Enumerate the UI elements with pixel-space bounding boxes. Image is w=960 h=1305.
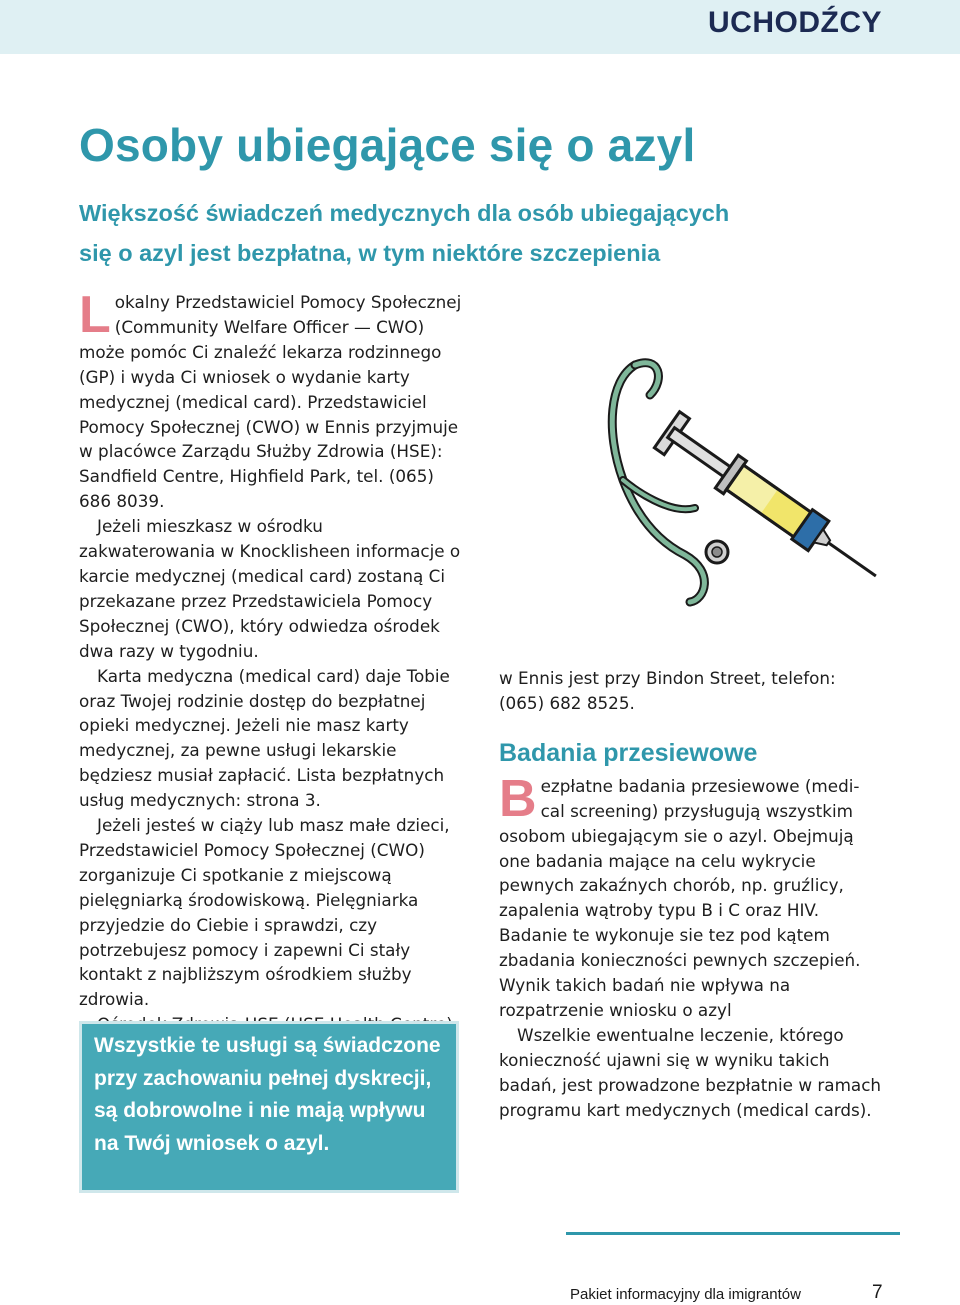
address-continuation: w Ennis jest przy Bindon Street, telefon: (065) 682 8525. xyxy=(499,668,836,713)
treatment-paragraph: Wszelkie ewentualne leczenie, którego konieczność ujawni się w wyniku takich badań, jest prowadzone bezpłatnie w ramach programu kart medycznych (medical cards). xyxy=(499,1024,882,1120)
dropcap-b: B xyxy=(499,769,537,828)
screening-first-line: ezpłatne badania przesiewowe (medi- xyxy=(540,775,860,796)
screening-heading: Badania przesiewowe xyxy=(499,738,758,767)
subtitle-line-1: Większość świadczeń medycznych dla osób ubiegających xyxy=(79,200,730,226)
page-title: Osoby ubiegające się o azyl xyxy=(79,119,696,171)
medical-card-paragraph: Karta medyczna (medical card) daje Tobie oraz Twojej rodzinie dostęp do bezpłatnej opieki medycznej. Jeżeli nie masz karty medycznej, za pewne usługi lekarskie będziesz musiał zapłacić. Lista bezpłatnych usług medycznych: strona 3. xyxy=(79,665,450,811)
subtitle-line-2: się o azyl jest bezpłatna, w tym niektóre szczepienia xyxy=(79,240,661,266)
footer-rule xyxy=(566,1232,900,1235)
left-column xyxy=(79,286,464,1037)
pregnancy-paragraph: Jeżeli jesteś w ciąży lub masz małe dzieci, Przedstawiciel Pomocy Społecznej (CWO) zorganizuje Ci spotkanie z miejscową pielęgniarką środowiskową. Pielęgniarka przyjedzie do Ciebie i sprawdzi, czy potrzebujesz pomocy i zapewni Ci stały kontakt z najbliższym ośrodkiem służby zdrowia. xyxy=(79,815,450,1010)
intro-first-line: okalny Przedstawiciel Pomocy Społecznej xyxy=(114,292,462,312)
screening-rest: cal screening) przysługują wszystkim osobom ubiegającym sie o azyl. Obejmują one badania mające na celu wykrycie pewnych zakaźnych chorób, np. gruźlicy, zapalenia wątroby typu B i C oraz HIV. Badanie te wykonuje sie tez pod kątem zbadania konieczności pewnych szczepień. Wynik takich badań nie wpływa na rozpatrzenie wniosku o azyl xyxy=(499,800,861,1020)
stethoscope-syringe-icon xyxy=(595,340,895,640)
right-column xyxy=(499,666,885,1123)
intro-paragraph xyxy=(79,286,464,514)
footer-title: Pakiet informacyjny dla imigrantów xyxy=(570,1286,801,1303)
accommodation-paragraph: Jeżeli mieszkasz w ośrodku zakwaterowania w Knocklisheen informacje o karcie medycznej (medical card) zostaną Ci przekazane przez Przedstawiciela Pomocy Społecznej (CWO), który odwiedza ośrodek dwa razy w tygodniu. xyxy=(79,516,461,661)
section-label: UCHODŹCY xyxy=(708,6,882,39)
page-number: 7 xyxy=(872,1282,883,1303)
notice-text: Wszystkie te usługi są świadczone przy zachowaniu pełnej dyskrecji, są dobrowolne i nie mają wpływu na Twój wniosek o azyl. xyxy=(94,1034,441,1155)
dropcap-l: L xyxy=(79,286,111,344)
intro-rest: może pomóc Ci znaleźć lekarza rodzinnego (GP) i wyda Ci wniosek o wydanie karty medycznej (medical card). Przedstawiciel Pomocy Społecznej (CWO) w Ennis przyjmuje w placówce Zarządu Służby Zdrowia (HSE): Sandfield Centre, Highfield Park, tel. (065) 686 8039. xyxy=(79,341,459,512)
notice-box xyxy=(79,1021,459,1193)
screening-paragraph xyxy=(499,769,885,1023)
page-subtitle xyxy=(79,193,879,273)
intro-second-line: (Community Welfare Officer — CWO) xyxy=(114,316,425,337)
